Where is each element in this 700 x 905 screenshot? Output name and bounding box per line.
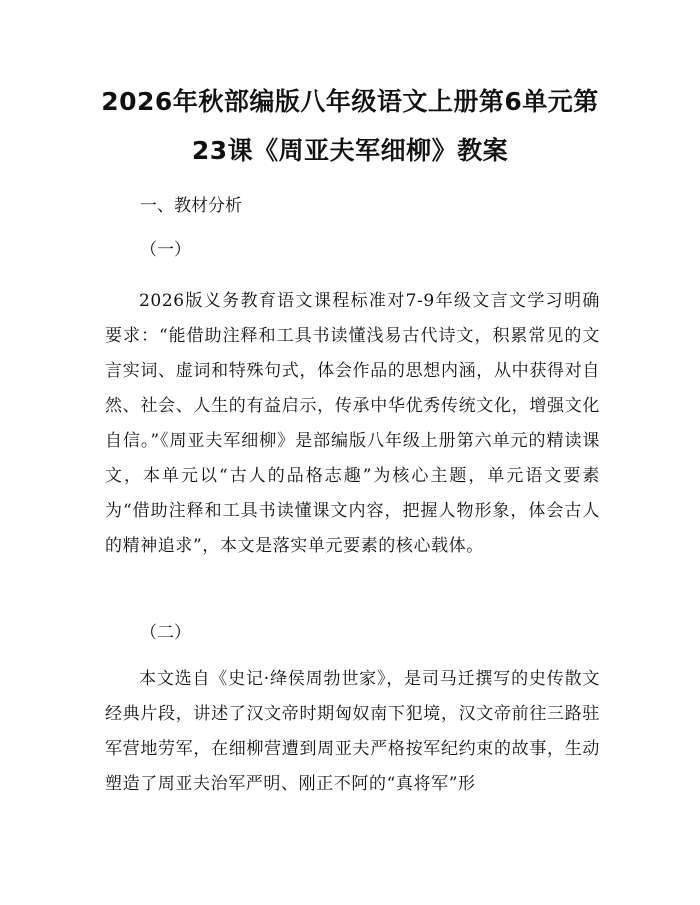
- subsection-heading-2: （二）: [140, 623, 191, 643]
- subsection-heading-1: （一）: [140, 240, 191, 260]
- section-heading: 一、教材分析: [140, 196, 242, 216]
- paragraph-1: 2026版义务教育语文课程标准对7-9年级文言文学习明确要求：“能借助注释和工具书读懂浅易古代诗文，积累常见的文言实词、虚词和特殊句式，体会作品的思想内涵，从中获得对自然、社会、人生的有益启示，传承中华优秀传统文化，增强文化自信。”《周亚夫军细柳》是部编版八年级上册第六单元的精读课文，本单元以“古人的品格志趣”为核心主题，单元语文要素为“借助注释和工具书读懂课文内容，把握人物形象，体会古人的精神追求”，本文是落实单元要素的核心载体。: [105, 291, 600, 556]
- paragraph-2: 本文选自《史记·绛侯周勃世家》，是司马迁撰写的史传散文经典片段，讲述了汉文帝时期匈奴南下犯境，汉文帝前往三路驻军营地劳军，在细柳营遭到周亚夫严格按军纪约束的故事，生动塑造了周亚夫治军严明、刚正不阿的“真将军”形: [105, 669, 600, 794]
- document-title-line-2: 23课《周亚夫军细柳》教案: [191, 136, 509, 165]
- document-title-line-1: 2026年秋部编版八年级语文上册第6单元第: [101, 87, 599, 116]
